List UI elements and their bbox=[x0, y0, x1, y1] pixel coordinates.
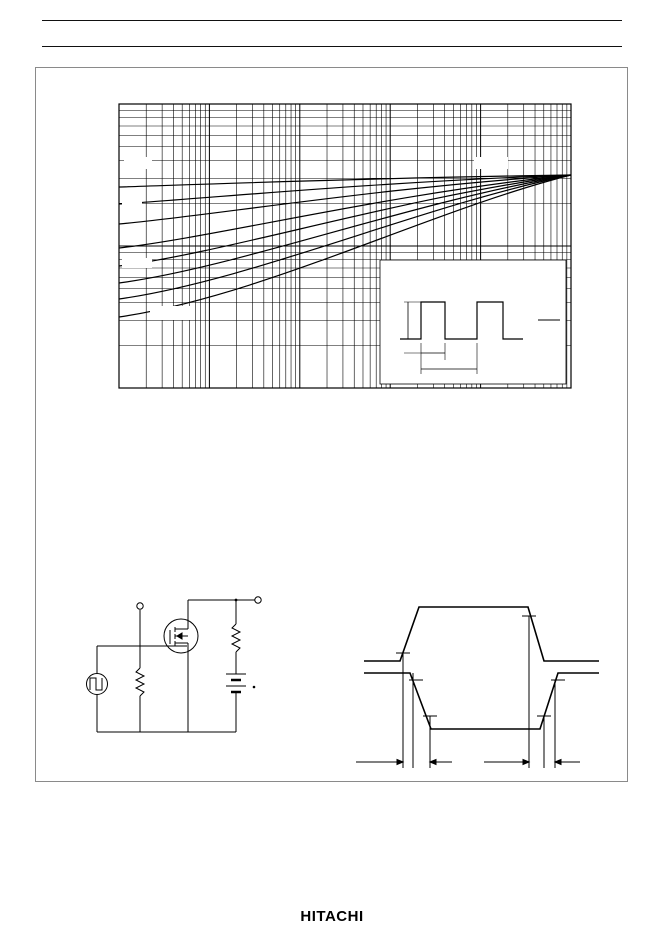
label-gap bbox=[474, 157, 508, 169]
gate-terminal bbox=[137, 603, 143, 609]
label-gap bbox=[122, 196, 142, 206]
load-resistor-symbol bbox=[232, 624, 240, 652]
label-gap bbox=[122, 258, 152, 268]
switching-test-circuit bbox=[87, 597, 262, 732]
transient-thermal-chart bbox=[119, 104, 571, 388]
label-gap bbox=[150, 306, 194, 320]
gate-resistor-symbol bbox=[136, 668, 144, 696]
output-terminal bbox=[255, 597, 261, 603]
label-gap bbox=[124, 157, 152, 169]
hitachi-logo: HITACHI bbox=[300, 908, 364, 925]
output-waveform bbox=[364, 673, 599, 729]
switching-waveforms bbox=[356, 607, 599, 768]
